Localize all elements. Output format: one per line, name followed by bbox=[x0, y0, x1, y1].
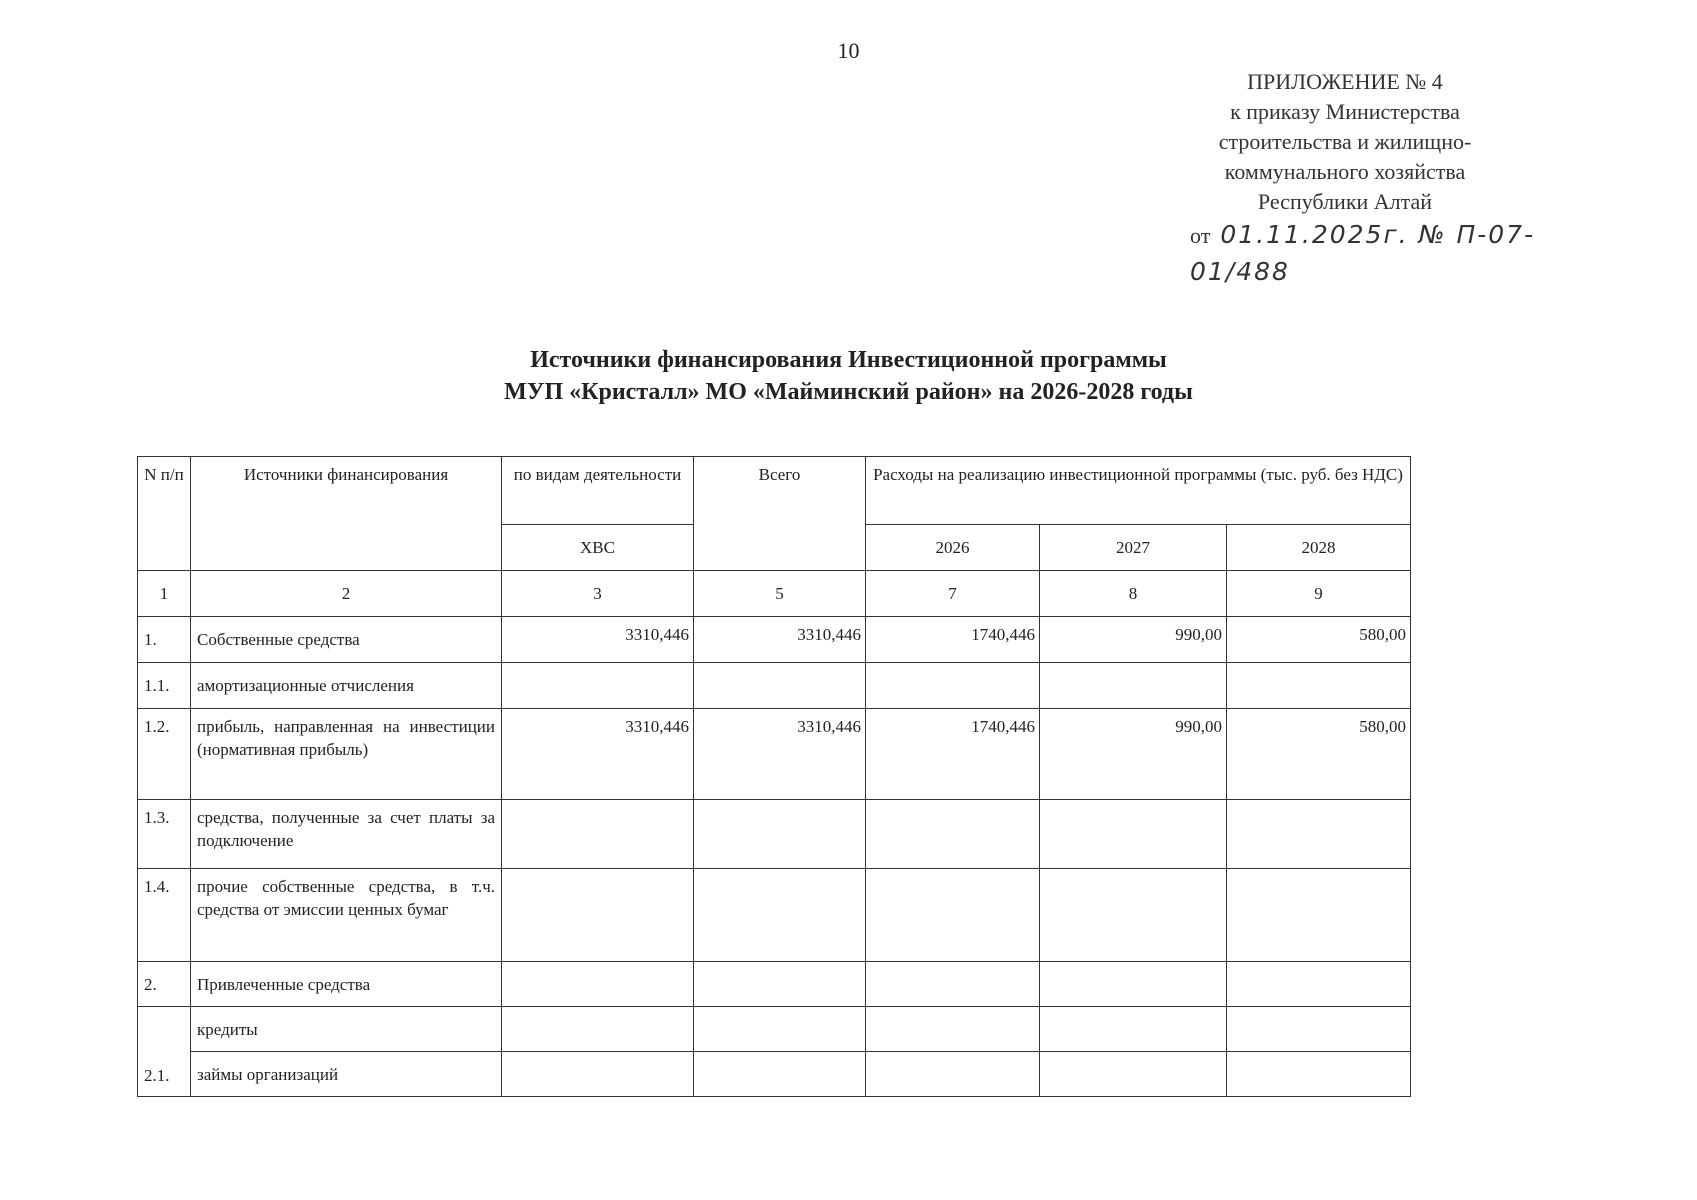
header-hvs: ХВС bbox=[502, 525, 694, 571]
cell-2027: 990,00 bbox=[1040, 617, 1227, 663]
cell-2027: 990,00 bbox=[1040, 709, 1227, 800]
row-number: 1.4. bbox=[138, 869, 191, 962]
cell-hvs bbox=[502, 663, 694, 709]
row-number: 2. bbox=[138, 962, 191, 1007]
table-row bbox=[138, 709, 1411, 800]
cell-2026 bbox=[866, 1052, 1040, 1097]
header-expenses: Расходы на реализацию инвестиционной программы (тыс. руб. без НДС) bbox=[866, 457, 1411, 525]
row-source-name: прочие собственные средства, в т.ч. средства от эмиссии ценных бумаг bbox=[191, 869, 502, 962]
row-source-name: амортизационные отчисления bbox=[191, 663, 502, 709]
cell-2026 bbox=[866, 800, 1040, 869]
header-year-2026: 2026 bbox=[866, 525, 1040, 571]
title-line-1: Источники финансирования Инвестиционной программы bbox=[530, 347, 1167, 373]
column-number: 9 bbox=[1227, 571, 1411, 617]
cell-2026 bbox=[866, 869, 1040, 962]
table-row bbox=[138, 962, 1411, 1007]
appendix-line: к приказу Министерства bbox=[1230, 99, 1460, 124]
column-number: 3 bbox=[502, 571, 694, 617]
cell-total: 3310,446 bbox=[694, 617, 866, 663]
appendix-line: ПРИЛОЖЕНИЕ № 4 bbox=[1247, 69, 1443, 94]
column-number: 2 bbox=[191, 571, 502, 617]
row-source-name: Собственные средства bbox=[191, 617, 502, 663]
cell-hvs bbox=[502, 1052, 694, 1097]
appendix-block bbox=[1150, 67, 1540, 286]
cell-2028 bbox=[1227, 1007, 1411, 1052]
table-row bbox=[138, 1052, 1411, 1097]
cell-2027 bbox=[1040, 1007, 1227, 1052]
row-number: 1.2. bbox=[138, 709, 191, 800]
cell-hvs: 3310,446 bbox=[502, 709, 694, 800]
cell-hvs bbox=[502, 869, 694, 962]
table-row bbox=[138, 663, 1411, 709]
cell-2028 bbox=[1227, 663, 1411, 709]
cell-total bbox=[694, 962, 866, 1007]
header-num: N п/п bbox=[138, 457, 191, 571]
row-number: 1. bbox=[138, 617, 191, 663]
cell-2026 bbox=[866, 962, 1040, 1007]
cell-2026: 1740,446 bbox=[866, 709, 1040, 800]
handwritten-date-number: 01.11.2025г. № П-07-01/488 bbox=[1190, 220, 1536, 286]
table-row bbox=[138, 800, 1411, 869]
cell-total bbox=[694, 1052, 866, 1097]
cell-2028 bbox=[1227, 800, 1411, 869]
appendix-line: строительства и жилищно- bbox=[1218, 129, 1472, 154]
cell-2027 bbox=[1040, 869, 1227, 962]
title-line-2: МУП «Кристалл» МО «Майминский район» на 2026-2028 годы bbox=[504, 379, 1193, 405]
cell-total: 3310,446 bbox=[694, 709, 866, 800]
cell-2027 bbox=[1040, 1052, 1227, 1097]
header-source: Источники финансирования bbox=[191, 457, 502, 571]
cell-2026 bbox=[866, 1007, 1040, 1052]
cell-total bbox=[694, 663, 866, 709]
column-number: 7 bbox=[866, 571, 1040, 617]
cell-2028 bbox=[1227, 1052, 1411, 1097]
column-number: 8 bbox=[1040, 571, 1227, 617]
row-number: 1.3. bbox=[138, 800, 191, 869]
cell-total bbox=[694, 800, 866, 869]
order-date-line bbox=[1150, 217, 1540, 286]
cell-2028: 580,00 bbox=[1227, 617, 1411, 663]
cell-2026 bbox=[866, 663, 1040, 709]
document-title bbox=[0, 344, 1697, 408]
cell-2028 bbox=[1227, 962, 1411, 1007]
cell-2027 bbox=[1040, 800, 1227, 869]
header-total: Всего bbox=[694, 457, 866, 571]
row-source-name: прибыль, направленная на инвестиции (нормативная прибыль) bbox=[191, 709, 502, 800]
financing-table-wrapper bbox=[137, 456, 1411, 1097]
column-number: 1 bbox=[138, 571, 191, 617]
page-number: 10 bbox=[837, 38, 860, 63]
column-number: 5 bbox=[694, 571, 866, 617]
header-year-2028: 2028 bbox=[1227, 525, 1411, 571]
row-source-name: займы организаций bbox=[191, 1052, 502, 1097]
row-number: 1.1. bbox=[138, 663, 191, 709]
row-number: 2.1. bbox=[138, 1007, 191, 1097]
cell-2027 bbox=[1040, 962, 1227, 1007]
cell-hvs bbox=[502, 962, 694, 1007]
header-year-2027: 2027 bbox=[1040, 525, 1227, 571]
cell-total bbox=[694, 869, 866, 962]
appendix-line: Республики Алтай bbox=[1257, 189, 1433, 214]
row-source-name: кредиты bbox=[191, 1007, 502, 1052]
cell-2027 bbox=[1040, 663, 1227, 709]
row-source-name: Привлеченные средства bbox=[191, 962, 502, 1007]
row-source-name: средства, полученные за счет платы за подключение bbox=[191, 800, 502, 869]
cell-2028: 580,00 bbox=[1227, 709, 1411, 800]
appendix-line: коммунального хозяйства bbox=[1224, 159, 1466, 184]
table-row bbox=[138, 1007, 1411, 1052]
cell-hvs bbox=[502, 800, 694, 869]
from-label: от bbox=[1190, 223, 1211, 248]
header-by-activity: по видам деятельности bbox=[502, 457, 694, 525]
cell-total bbox=[694, 1007, 866, 1052]
cell-hvs: 3310,446 bbox=[502, 617, 694, 663]
cell-2026: 1740,446 bbox=[866, 617, 1040, 663]
table-row bbox=[138, 617, 1411, 663]
cell-hvs bbox=[502, 1007, 694, 1052]
financing-table bbox=[137, 456, 1411, 1097]
table-row bbox=[138, 869, 1411, 962]
cell-2028 bbox=[1227, 869, 1411, 962]
